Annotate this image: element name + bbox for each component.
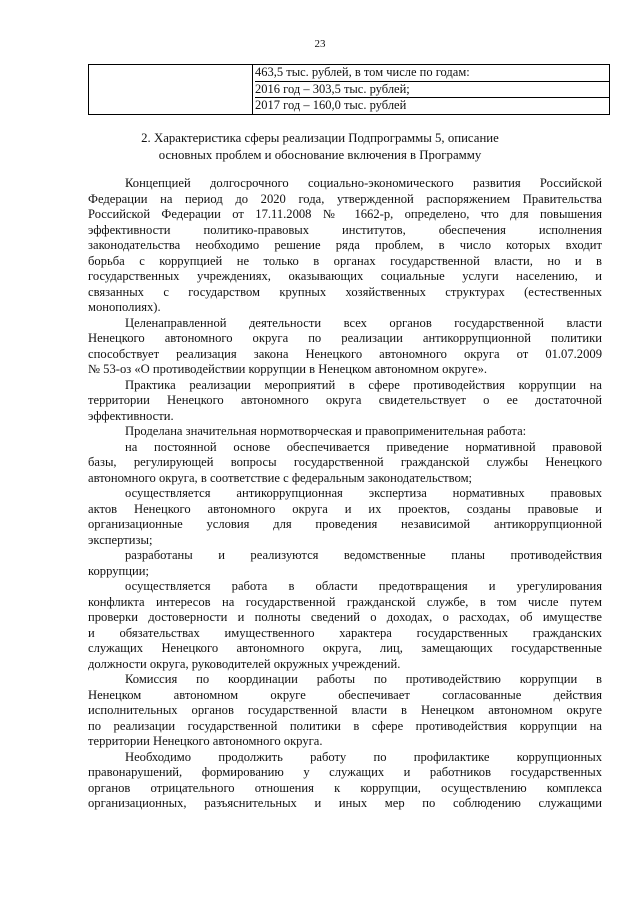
paragraph-line: разработаны и реализуются ведомственные планы противодействия bbox=[125, 548, 602, 562]
paragraph bbox=[88, 176, 602, 316]
paragraph-line: организационные условия для проведения независимой антикоррупционной bbox=[88, 517, 602, 531]
paragraph bbox=[88, 378, 602, 425]
section-heading bbox=[96, 130, 544, 164]
paragraph bbox=[88, 440, 602, 487]
paragraph-line: правонарушений, формированию у служащих и работников государственных bbox=[88, 765, 602, 779]
paragraph-line: исполнительных органов государственной власти в Ненецком автономном округе bbox=[88, 703, 602, 717]
paragraph-line: борьба с коррупцией не только в органах государственной власти, но и в bbox=[88, 253, 602, 268]
paragraph-line: Ненецкого автономного округа по реализации антикоррупционной политики bbox=[88, 331, 602, 345]
paragraph bbox=[88, 672, 602, 750]
paragraph-line: коррупции; bbox=[88, 563, 149, 578]
paragraph-line: Практика реализации мероприятий в сфере противодействия коррупции на bbox=[125, 377, 602, 392]
paragraph-line: осуществляется работа в области предотвращения и урегулирования bbox=[125, 579, 602, 593]
paragraph-line: территории Ненецкого автономного округа. bbox=[88, 734, 323, 748]
paragraph-line: эффективности политико-правовых институтов, обеспечения исполнения bbox=[88, 222, 602, 237]
paragraph-line: Российской Федерации от 17.11.2008 № 1662-р, определено, что для повышения bbox=[88, 207, 602, 221]
paragraph-line: должности округа, руководителей окружных учреждений. bbox=[88, 656, 401, 671]
paragraph-line: и обязательствах имущественного характера государственных гражданских bbox=[88, 625, 602, 640]
paragraph-line: актов Ненецкого автономного округа и их проектов, созданы правовые и bbox=[88, 501, 602, 516]
budget-table bbox=[88, 64, 610, 115]
budget-line: 2016 год – 303,5 тыс. рублей; bbox=[255, 81, 609, 98]
paragraph bbox=[88, 750, 602, 812]
paragraph-line: Необходимо продолжить работу по профилактике коррупционных bbox=[125, 749, 602, 764]
paragraph bbox=[88, 579, 602, 672]
paragraph-line: эффективности. bbox=[88, 408, 174, 423]
budget-line: 463,5 тыс. рублей, в том числе по годам: bbox=[255, 65, 470, 79]
body-text bbox=[88, 176, 602, 812]
paragraph bbox=[88, 486, 602, 548]
table-cell-empty bbox=[89, 65, 253, 115]
paragraph-line: органов отрицательного отношения к коррупции, осуществлению комплекса bbox=[88, 780, 602, 795]
table-cell-budget bbox=[253, 65, 610, 115]
paragraph bbox=[88, 424, 602, 440]
paragraph-line: осуществляется антикоррупционная экспертиза нормативных правовых bbox=[125, 486, 602, 500]
paragraph-line: Ненецком автономном округе обеспечивает согласованные действия bbox=[88, 687, 602, 702]
paragraph-line: Концепцией долгосрочного социально-экономического развития Российской bbox=[125, 176, 602, 190]
paragraph-line: связанных с государством крупных хозяйственных структурах (естественных bbox=[88, 284, 602, 299]
paragraph-line: на постоянной основе обеспечивается приведение нормативной правовой bbox=[125, 439, 602, 454]
paragraph-line: Целенаправленной деятельности всех органов государственной власти bbox=[125, 315, 602, 330]
paragraph bbox=[88, 316, 602, 378]
paragraph-line: конфликта интересов на государственной гражданской службе, в том числе путем bbox=[88, 594, 602, 609]
paragraph-line: государственных учреждениях, оказывающих социальные услуги населению, и bbox=[88, 269, 602, 283]
section-heading-line: 2. Характеристика сферы реализации Подпрограммы 5, описание bbox=[141, 131, 499, 145]
paragraph-line: служащих Ненецкого автономного округа, лиц, замещающих государственные bbox=[88, 641, 602, 655]
paragraph-line: по реализации государственной политики в сфере противодействия коррупции на bbox=[88, 718, 602, 733]
section-heading-line: основных проблем и обоснование включения в Программу bbox=[158, 148, 482, 162]
paragraph-line: автономного округа, в соответствие с федеральным законодательством; bbox=[88, 470, 473, 485]
page-number: 23 bbox=[314, 38, 326, 50]
paragraph-line: монополиях). bbox=[88, 300, 161, 314]
paragraph-line: экспертизы; bbox=[88, 532, 153, 547]
paragraph-line: базы, регулирующей вопросы государственной гражданской службы Ненецкого bbox=[88, 455, 602, 469]
paragraph bbox=[88, 548, 602, 579]
paragraph-line: проверки достоверности и полноты сведений о доходах, о расходах, об имуществе bbox=[88, 610, 602, 624]
budget-line: 2017 год – 160,0 тыс. рублей bbox=[255, 97, 609, 114]
paragraph-line: способствует реализация закона Ненецкого автономного округа от 01.07.2009 bbox=[88, 346, 602, 361]
paragraph-line: № 53-оз «О противодействии коррупции в Ненецком автономном округе». bbox=[88, 362, 488, 376]
paragraph-line: организационных, разъяснительных и иных мер по соблюдению служащими bbox=[88, 796, 602, 810]
paragraph-line: территории Ненецкого автономного округа свидетельствует о ее достаточной bbox=[88, 393, 602, 407]
paragraph-line: законодательства необходимо решение ряда проблем, в число которых входит bbox=[88, 238, 602, 252]
table-row bbox=[89, 65, 610, 115]
paragraph-line: Федерации на период до 2020 года, утвержденной распоряжением Правительства bbox=[88, 191, 602, 206]
paragraph-line: Комиссия по координации работы по противодействию коррупции в bbox=[125, 672, 602, 686]
paragraph-line: Проделана значительная нормотворческая и правоприменительная работа: bbox=[125, 424, 527, 438]
